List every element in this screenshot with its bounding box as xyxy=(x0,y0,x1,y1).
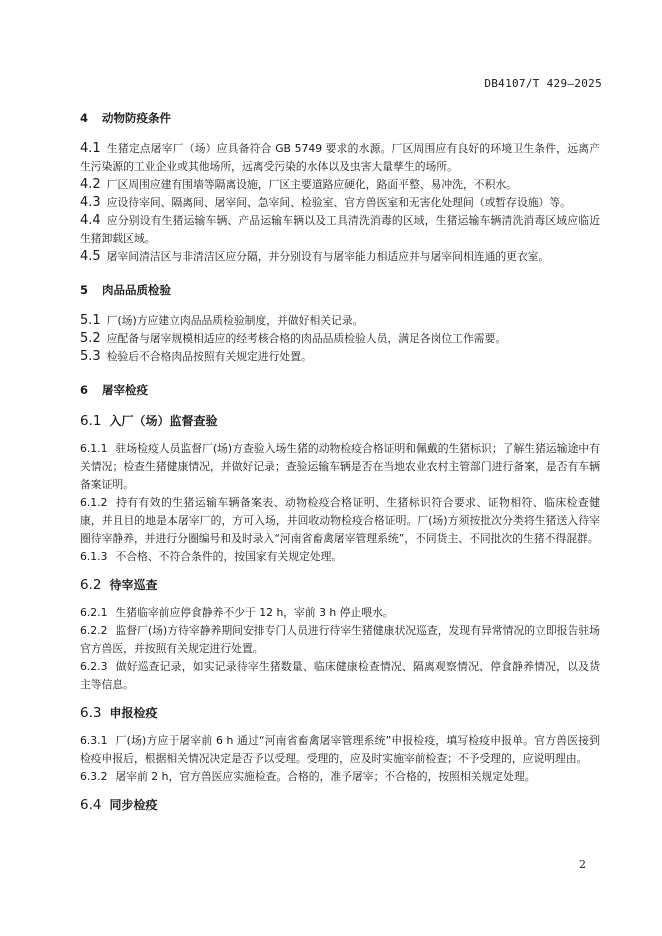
clause-6-2-3: 6.2.3 做好巡查记录，如实记录待宰生猪数量、临床健康检查情况、隔离观察情况、停食静养情况，以及货主等信息。 xyxy=(80,660,600,691)
clause-6-1-3: 6.1.3 不合格、不符合条件的，按国家有关规定处理。 xyxy=(80,550,343,563)
section-number: 6 xyxy=(80,383,89,397)
clause-6-2-2: 6.2.2 监督厂(场)方待宰静养期间安排专门人员进行待宰生猪健康状况巡查，发现有异常情况的立即报告驻场官方兽医，并按照有关规定进行处置。 xyxy=(80,624,600,655)
doc-code: DB4107/T 429—2025 xyxy=(484,77,602,90)
clause-4-5: 4.5 屠宰间清洁区与非清洁区应分隔，并分别设有与屠宰能力相适应并与屠宰间相连通的更衣室。 xyxy=(80,249,550,264)
clause-4-4: 4.4 应分别设有生猪运输车辆、产品运输车辆以及工具清洗消毒的区域，生猪运输车辆清洗消毒区域应临近生猪卸载区域。 xyxy=(80,213,600,245)
section-heading-4 xyxy=(80,110,600,126)
section-heading-5 xyxy=(80,282,600,298)
clause-5-2: 5.2 应配备与屠宰规模相适应的经考核合格的肉品品质检验人员，满足各岗位工作需要。 xyxy=(80,331,507,346)
clause-6-2-1: 6.2.1 生猪临宰前应停食静养不少于 12 h，宰前 3 h 停止喂水。 xyxy=(80,606,394,619)
subsection-heading-6-3: 6.3 申报检疫 xyxy=(80,705,158,721)
section-title: 动物防疫条件 xyxy=(102,111,171,125)
clause-6-1-1: 6.1.1 驻场检疫人员监督厂(场)方查验入场生猪的动物检疫合格证明和佩戴的生猪标识；了解生猪运输途中有关情况；检查生猪健康情况，并做好记录；查验运输车辆是否在当地农业农村主管部门进行备案，是否有车辆备案证明。 xyxy=(80,442,600,491)
section-title: 肉品品质检验 xyxy=(102,283,171,297)
clause-6-3-2: 6.3.2 屠宰前 2 h，官方兽医应实施检查。合格的，准予屠宰；不合格的，按照相关规定处理。 xyxy=(80,770,536,783)
page-number: 2 xyxy=(579,858,586,871)
clause-5-1: 5.1 厂(场)方应建立肉品品质检验制度，并做好相关记录。 xyxy=(80,313,364,328)
subsection-heading-6-2: 6.2 待宰巡查 xyxy=(80,577,158,593)
subsection-heading-6-1: 6.1 入厂（场）监督查验 xyxy=(80,413,218,429)
clause-4-3: 4.3 应设待宰间、隔离间、屠宰间、急宰间、检验室、官方兽医室和无害化处理间（或暂存设施）等。 xyxy=(80,195,571,210)
section-heading-6 xyxy=(80,382,600,398)
clause-4-1: 4.1 生猪定点屠宰厂（场）应具备符合 GB 5749 要求的水源。厂区周围应有良好的环境卫生条件，远离产生污染源的工业企业或其他场所，远离受污染的水体以及虫害大量孳生的场所。 xyxy=(80,141,600,173)
document-body xyxy=(80,104,600,824)
clause-4-2: 4.2 厂区周围应建有围墙等隔离设施，厂区主要道路应硬化，路面平整、易冲洗，不积水。 xyxy=(80,177,517,192)
subsection-heading-6-4: 6.4 同步检疫 xyxy=(80,797,158,813)
section-number: 5 xyxy=(80,283,89,297)
section-number: 4 xyxy=(80,111,89,125)
clause-5-3: 5.3 检验后不合格肉品按照有关规定进行处置。 xyxy=(80,349,312,364)
clause-6-1-2: 6.1.2 持有有效的生猪运输车辆备案表、动物检疫合格证明、生猪标识符合要求、证物相符、临床检查健康，并且目的地是本屠宰厂的，方可入场，并回收动物检疫合格证明。厂(场)方须按批次分类将生猪送入待宰圈待宰静养，并进行分圈编号和及时录入“河南省畜禽屠宰管理系统”，不同货主、不同批次的生猪不得混群。 xyxy=(80,496,600,545)
section-title: 屠宰检疫 xyxy=(102,383,148,397)
clause-6-3-1: 6.3.1 厂(场)方应于屠宰前 6 h 通过“河南省畜禽屠宰管理系统”申报检疫，填写检疫申报单。官方兽医接到检疫申报后，根据相关情况决定是否予以受理。受理的，应及时实施宰前检查；不予受理的，应说明理由。 xyxy=(80,734,600,765)
